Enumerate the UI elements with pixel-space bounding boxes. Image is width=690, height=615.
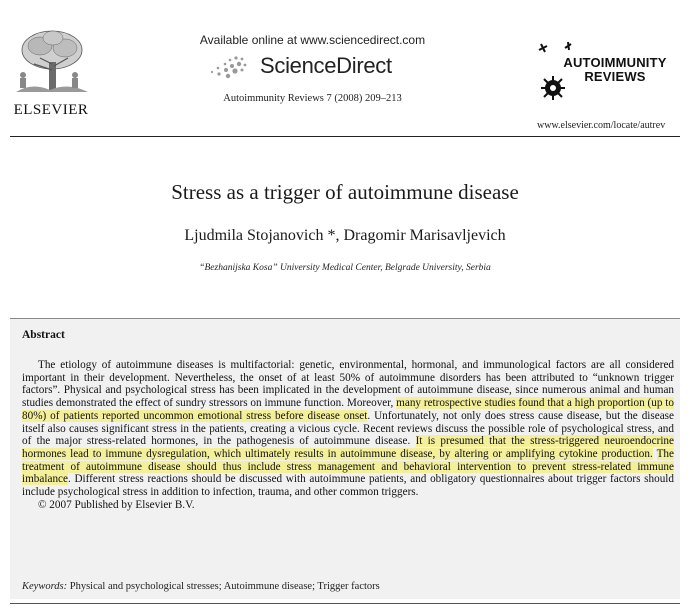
journal-logo-line2: REVIEWS: [584, 69, 646, 84]
highlighted-text: It is presumed that the stress-triggered neuroendocrine hormones lead to immune dysregulation, which ultimately results in autoimmune disease, by altering or amplifying cytokine production.: [22, 435, 674, 460]
footer-divider: [10, 603, 680, 604]
sciencedirect-logo: [170, 51, 455, 85]
abstract-paragraph: [22, 359, 674, 499]
keywords-line: [22, 581, 380, 592]
copyright-notice: © 2007 Published by Elsevier B.V.: [38, 498, 195, 511]
journal-url: www.elsevier.com/locate/autrev: [537, 120, 666, 131]
available-online-text: Available online at www.sciencedirect.com: [199, 33, 426, 47]
highlighted-text: many retrospective studies found that a high proportion (up to 80%) of patients reported uncommon emotional stress before disease onset: [22, 397, 674, 422]
sciencedirect-dots-icon: [206, 55, 248, 79]
elsevier-tree-icon: [10, 28, 92, 100]
abstract-text: The etiology of autoimmune diseases is multifactorial: genetic, environmental, hormonal, and immunological factors are all considered important in their development. Nevertheless, the onset of at least 50% of autoimmune disorders has been attributed to “unknown trigger factors”. Physical and psychological stress has been implicated in the development of autoimmune disease, since numerous animal and human studies demonstrated the effect of sundry stressors on immune function. Moreover,: [22, 359, 674, 410]
abstract-text: . Unfortunately, not only does stress cause disease, but the disease itself also causes significant stress in the patients, creating a vicious cycle. Recent reviews discuss the possible role of psychological stress, and of the major stress-related hormones, in the pathogenesis of autoimmune disease.: [22, 409, 675, 448]
abstract-box: [10, 318, 680, 599]
highlighted-text: The treatment of autoimmune disease should thus include stress management and behavioral intervention to prevent stress-related immune imbalance: [22, 447, 674, 486]
header-divider: [10, 136, 680, 137]
autoimmunity-reviews-logo: [535, 40, 685, 110]
keywords-text: Physical and psychological stresses; Autoimmune disease; Trigger factors: [67, 581, 380, 592]
abstract-heading: Abstract: [22, 329, 65, 341]
author-affiliation: “Bezhanijska Kosa” University Medical Center, Belgrade University, Serbia: [199, 263, 491, 273]
keywords-label: Keywords:: [22, 581, 68, 592]
article-header: [0, 0, 690, 140]
abstract-body: [22, 359, 674, 511]
publisher-name: ELSEVIER: [13, 102, 89, 118]
journal-reference: Autoimmunity Reviews 7 (2008) 209–213: [223, 93, 402, 104]
journal-logo-text: [545, 56, 685, 84]
article-authors: Ljudmila Stojanovich *, Dragomir Marisavljevich: [184, 227, 506, 244]
journal-logo-line1: AUTOIMMUNITY: [563, 55, 667, 70]
sciencedirect-wordmark: ScienceDirect: [260, 53, 392, 78]
abstract-text: . Different stress reactions should be discussed with autoimmune patients, and obligatory questionnaires about trigger factors should include psychological stress in addition to infection, trauma, and other common triggers.: [22, 473, 674, 499]
source-block: [170, 33, 455, 104]
elsevier-logo: [10, 28, 92, 120]
article-title: Stress as a trigger of autoimmune disease: [171, 180, 519, 204]
